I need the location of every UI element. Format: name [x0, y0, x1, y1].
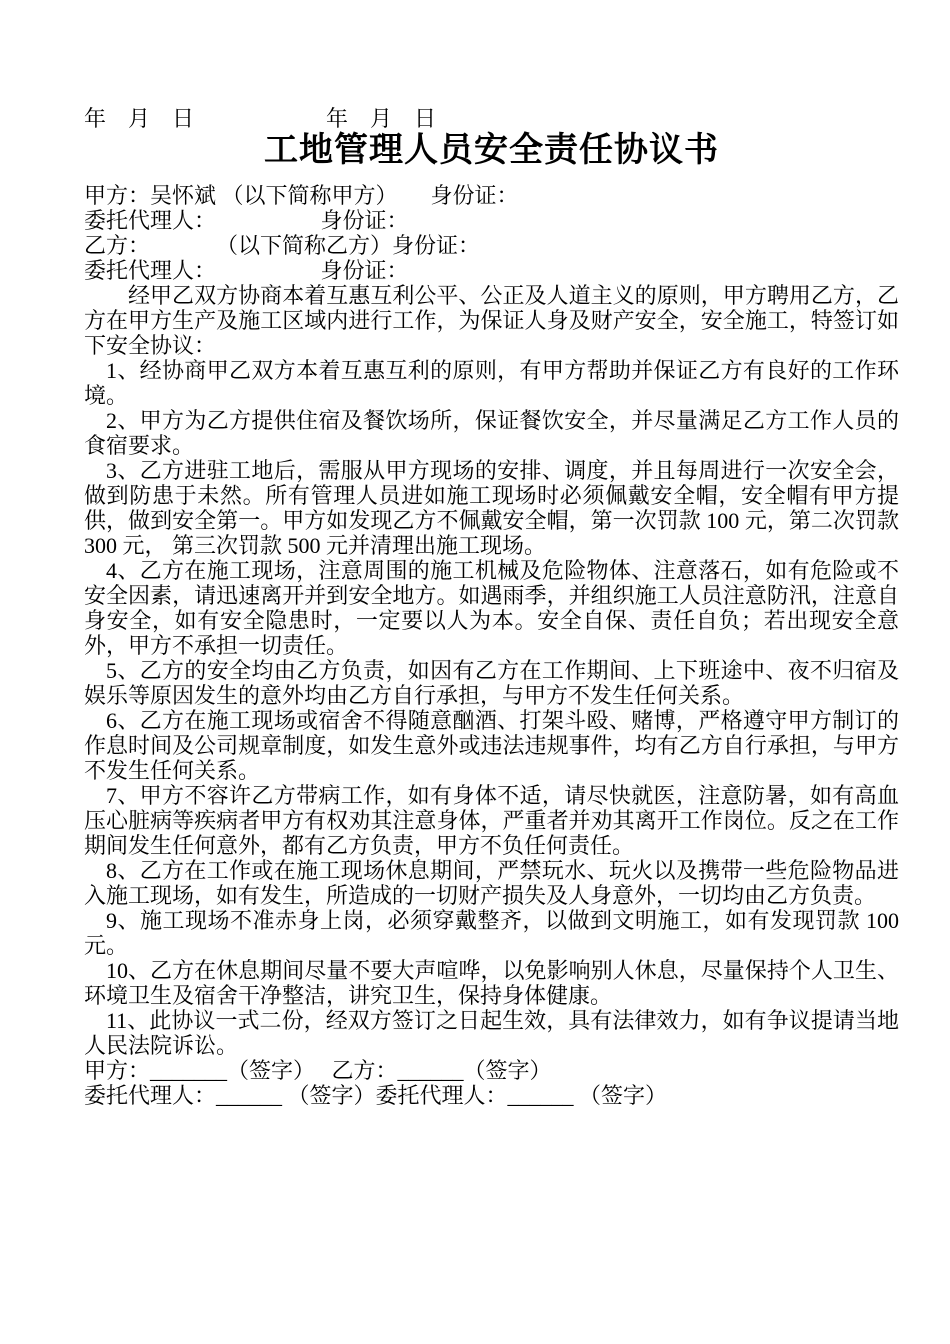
document-title: 工地管理人员安全责任协议书 — [264, 132, 719, 169]
parties-block — [84, 183, 899, 283]
signature-line-parties: 甲方：_______（签字） 乙方：______（签字） — [84, 1058, 552, 1083]
clause-7: 7、甲方不容许乙方带病工作，如有身体不适，请尽快就医，注意防暑，如有高血压心脏病等疾病者甲方有权劝其注意身体，严重者并劝其离开工作岗位。反之在工作期间发生任何意外，都有乙方负责，甲方不负任何责任。 — [84, 783, 899, 858]
clause-11: 11、此协议一式二份，经双方签订之日起生效，具有法律效力，如有争议提请当地人民法院诉讼。 — [84, 1008, 899, 1058]
clause-9: 9、施工现场不准赤身上岗，必须穿戴整齐，以做到文明施工，如有发现罚款 100 元。 — [84, 908, 905, 958]
party-line-agent-2: 委托代理人： 身份证： — [84, 258, 409, 283]
clause-6: 6、乙方在施工现场或宿舍不得随意酗酒、打架斗殴、赌博，严格遵守甲方制订的作息时间及公司规章制度，如发生意外或违法违规事件，均有乙方自行承担，与甲方不发生任何关系。 — [84, 708, 899, 783]
party-line-agent-1: 委托代理人： 身份证： — [84, 208, 409, 233]
clause-8: 8、乙方在工作或在施工现场休息期间，严禁玩水、玩火以及携带一些危险物品进入施工现场，如有发生，所造成的一切财产损失及人身意外，一切均由乙方负责。 — [84, 858, 899, 908]
date-line: 年 月 日 年 月 日 — [84, 106, 437, 131]
intro-paragraph: 经甲乙双方协商本着互惠互利公平、公正及人道主义的原则，甲方聘用乙方，乙方在甲方生产及施工区域内进行工作，为保证人身及财产安全，安全施工，特签订如下安全协议： — [84, 283, 899, 358]
clause-4: 4、乙方在施工现场，注意周围的施工机械及危险物体、注意落石，如有危险或不安全因素，请迅速离开并到安全地方。如遇雨季，并组织施工人员注意防汛，注意自身安全，如有安全隐患时，一定要以人为本。安全自保、责任自负；若出现安全意外，甲方不承担一切责任。 — [84, 558, 899, 658]
clause-1: 1、经协商甲乙双方本着互惠互利的原则，有甲方帮助并保证乙方有良好的工作环境。 — [84, 358, 899, 408]
party-line-yifang: 乙方： （以下简称乙方）身份证： — [84, 233, 481, 258]
clause-10: 10、乙方在休息期间尽量不要大声喧哗，以免影响别人休息，尽量保持个人卫生、环境卫生及宿舍干净整洁，讲究卫生，保持身体健康。 — [84, 958, 899, 1008]
clause-3: 3、乙方进驻工地后，需服从甲方现场的安排、调度，并且每周进行一次安全会，做到防患于未然。所有管理人员进如施工现场时必须佩戴安全帽，安全帽有甲方提供，做到安全第一。甲方如发现乙方不佩戴安全帽，第一次罚款 100 元，第二次罚款 300 元， 第三次罚款 500 元并清理出施工现场。 — [84, 458, 905, 558]
signature-line-agents: 委托代理人：______ （签字）委托代理人：______ （签字） — [84, 1083, 668, 1108]
clause-5: 5、乙方的安全均由乙方负责，如因有乙方在工作期间、上下班途中、夜不归宿及娱乐等原因发生的意外均由乙方自行承担，与甲方不发生任何关系。 — [84, 658, 899, 708]
clause-2: 2、甲方为乙方提供住宿及餐饮场所，保证餐饮安全，并尽量满足乙方工作人员的食宿要求。 — [84, 408, 899, 458]
party-line-jiafang: 甲方：吴怀斌 （以下简称甲方） 身份证： — [84, 183, 519, 208]
